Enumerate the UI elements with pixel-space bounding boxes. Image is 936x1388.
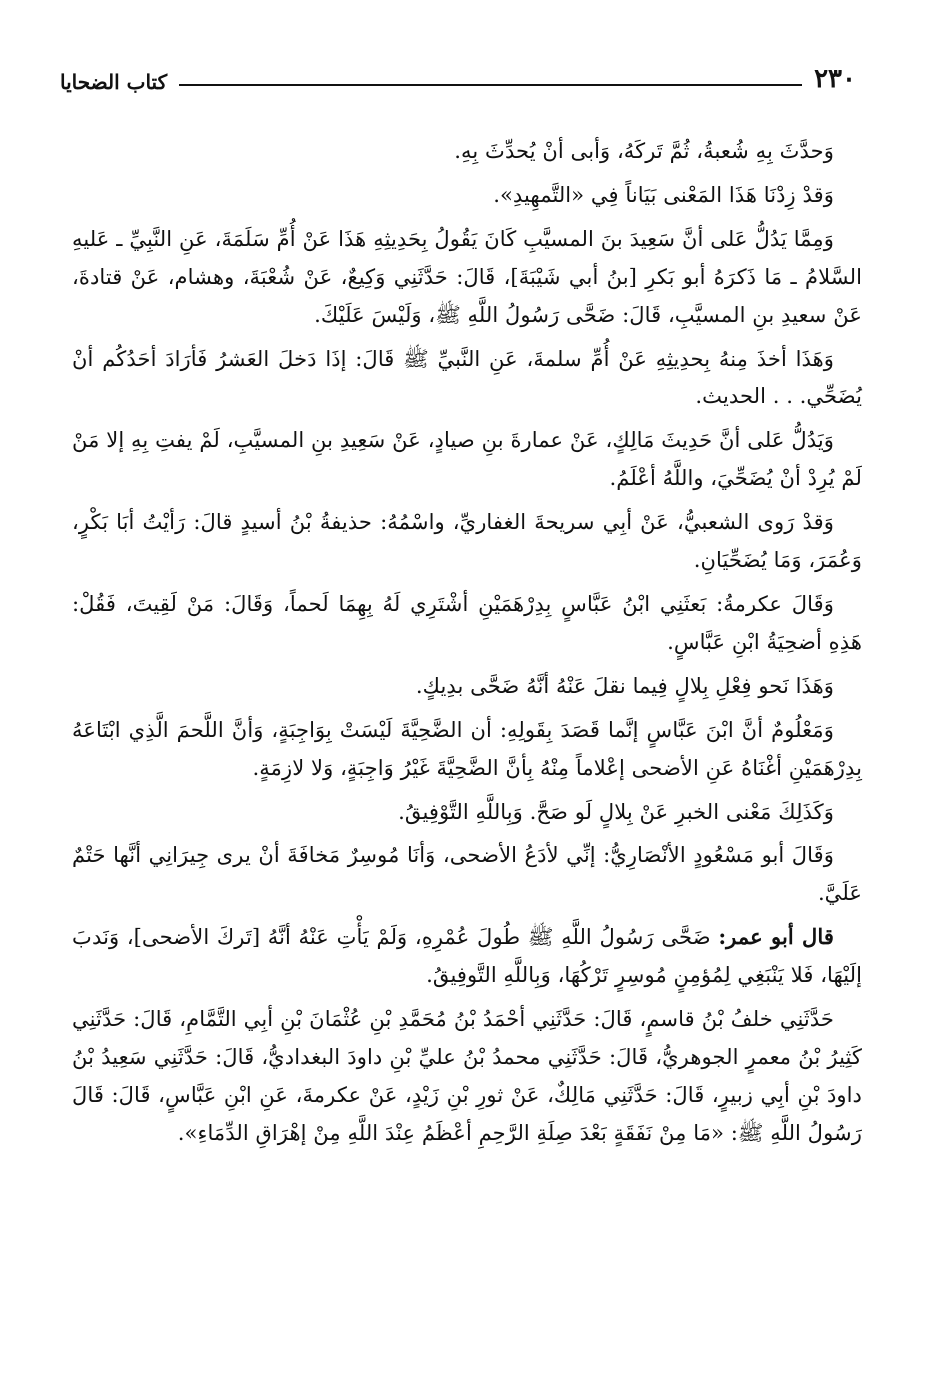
paragraph-text: وَمَعْلُومٌ أنَّ ابْنَ عَبَّاسٍ إنَّما قَصَدَ بِقَولِهِ: أن الضَّحِيَّةَ لَيْسَتْ بِوَاجِبَةٍ، وَأنَّ اللَّحمَ الَّذِي ابْتَاعَهُ بِدِرْهَمَيْنِ أغْنَاهُ عَنِ الأضحى إعْلاماً مِنْهُ بِأنَّ الضَّحِيَّةَ غَيْرُ وَاجِبَةٍ، وَلا لازِمَةٍ.: [72, 716, 862, 780]
paragraph-text: وَقَالَ أبو مَسْعُودٍ الأنْصَارِيُّ: إنِّي لأدَعُ الأضحى، وَأنَا مُوسِرٌ مَخافَةَ أنْ يرى جِيرَانِي أنَّها حَتْمٌ عَلَيَّ.: [72, 842, 862, 906]
paragraph-text: وَقدْ زِدْنَا هَذَا المَعْنى بَيَاناً فِي «التَّمهِيدِ».: [493, 181, 834, 207]
paragraph-text: وَقَالَ عكرمةُ: بَعثَنِي ابْنُ عَبَّاسٍ بِدِرْهَمَيْنِ أشْتَرِي لَهُ بِهِمَا لَحماً، وَقَالَ: مَنْ لَقِيتَ، فَقُلْ: هَذِهِ أضحِيَةُ ابْنِ عَبَّاسٍ.: [72, 590, 862, 654]
paragraph: [72, 793, 862, 831]
header-rule: [179, 84, 802, 86]
paragraph: [72, 1000, 862, 1152]
paragraph: [72, 503, 862, 579]
paragraph: [72, 220, 862, 334]
paragraph-text: وَحدَّثَ بِهِ شُعبةُ، ثُمَّ تَركَهُ، وَأبى أنْ يُحدِّثَ بِهِ.: [454, 138, 834, 163]
paragraph-text: حَدَّثَنِي خلفُ بْنُ قاسمٍ، قَالَ: حَدَّثَنِي أحْمَدُ بْنُ مُحَمَّدِ بْنِ عُثْمَانَ بْنِ أبِي التَّمَّامِ، قَالَ: حَدَّثَنِي كَثِيرُ بْنُ معمرٍ الجوهريُّ، قَالَ: حَدَّثَنِي محمدُ بْنُ عليِّ بْنِ داودَ البغداديُّ، قَالَ: حَدَّثَنِي سَعِيدُ بْنُ داودَ بْنِ أبِي زبيرٍ، قَالَ: حَدَّثَنِي مَالِكٌ، عَنْ ثورِ بْنِ زَيْدٍ، عَنْ عكرمةَ، عَنِ ابْنِ عَبَّاسٍ، قَالَ: قَالَ رَسُولُ اللَّهِ ﷺ: «مَا مِنْ نَفَقَةٍ بَعْدَ صِلَةِ الرَّحِمِ أعْظَمُ عِنْدَ اللَّهِ مِنْ إهْرَاقِ الدِّمَاءِ».: [72, 1006, 862, 1145]
paragraph: [72, 340, 862, 416]
page-header: [60, 58, 856, 94]
paragraph: [72, 667, 862, 705]
paragraph-lead: قال أبو عمر:: [718, 924, 834, 950]
paragraph-text: وَكَذَلِكَ مَعْنى الخبرِ عَنْ بِلالٍ لَو صَحَّ. وَبِاللَّهِ التَّوْفِيقُ.: [398, 798, 834, 824]
paragraph-text: ضَحَّى رَسُولُ اللَّهِ ﷺ طُولَ عُمْرِهِ، وَلَمْ يَأْتِ عَنْهُ أنَّهُ [تَركَ الأضحى]، وَنَدبَ إلَيْهَا، فَلا يَنْبَغِي لِمُؤمِنٍ مُوسِرٍ تَرْكُهَا، وَبِاللَّهِ التَّوفِيقُ.: [72, 924, 862, 988]
paragraph: [72, 711, 862, 787]
paragraph-text: وَهَذَا أخذَ مِنهُ بِحدِيثِهِ عَنْ أُمِّ سلمةَ، عَنِ النَّبيِّ ﷺ قَالَ: إذَا دَخلَ العَشرُ فَأرَادَ أحَدُكُم أنْ يُضَحِّي. . . الحديث.: [72, 345, 862, 409]
page-body: [72, 132, 862, 1158]
paragraph-text: وَهَذَا نَحو فِعْلِ بِلالٍ فِيما نقلَ عَنْهُ أنَّهُ ضَحَّى بدِيكٍ.: [415, 672, 834, 698]
paragraph: [72, 421, 862, 497]
paragraph-text: وَقدْ رَوى الشعبيُّ، عَنْ أبِي سريحةَ الغفاريِّ، واسْمُهُ: حذيفةُ بْنُ أسيدٍ قالَ: رَأيْتُ أبَا بَكْرٍ، وَعُمَرَ، وَمَا يُضَحِّيَانِ.: [72, 509, 862, 573]
paragraph: [72, 585, 862, 661]
paragraph-text: وَمِمَّا يَدُلُّ عَلى أنَّ سَعِيدَ بنَ المسيَّبِ كَانَ يَقُولُ بِحَدِيثِهِ هَذَا عَنْ أُمِّ سَلَمَةَ، عَنِ النَّبِيِّ ـ عَليهِ السَّلامُ ـ مَا ذَكرَهُ أبو بَكرِ [بنُ أبي شَيْبَةَ]، قَالَ: حَدَّثَنِي وَكِيعٌ، عَنْ شُعْبَةَ، وهشام، عَنْ قتادةَ، عَنْ سعيدِ بنِ المسيَّبِ، قَالَ: ضَحَّى رَسُولُ اللَّهِ ﷺ، وَلَيْسَ عَلَيْكَ.: [72, 225, 862, 327]
page-number: ٢٣٠: [814, 64, 856, 94]
paragraph: [72, 836, 862, 912]
paragraph-text: وَيَدُلُّ عَلى أنَّ حَدِيثَ مَالِكٍ، عَنْ عمارةَ بنِ صيادٍ، عَنْ سَعِيدِ بنِ المسيَّبِ، لَمْ يفتِ بِهِ إلا مَنْ لَمْ يُرِدْ أنْ يُضَحِّيَ، واللَّهُ أعْلَمُ.: [72, 427, 862, 491]
paragraph: [72, 132, 862, 170]
book-title: كتاب الضحايا: [60, 70, 168, 94]
paragraph: [72, 176, 862, 214]
paragraph: [72, 918, 862, 994]
